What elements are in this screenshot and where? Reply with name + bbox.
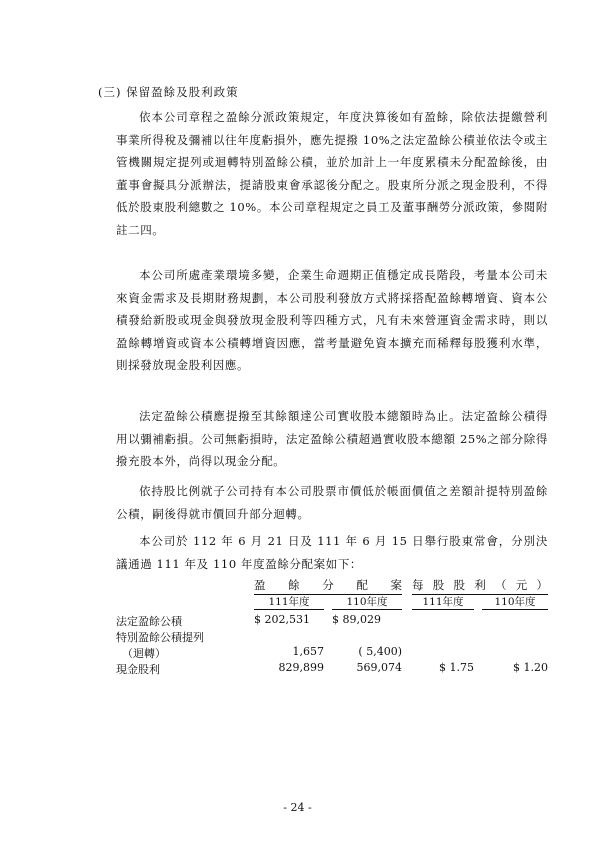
row-label: 法定盈餘公積	[116, 615, 182, 628]
row-label: 特別盈餘公積提列	[116, 631, 204, 644]
header-distribution: 盈 餘 分 配 案	[254, 577, 402, 595]
table-cell: $ 1.20	[513, 661, 548, 674]
paragraph-legal-reserve: 法定盈餘公積應提撥至其餘額達公司實收股本總額時為止。法定盈餘公積得用以彌補虧損。公司無虧損時，法定盈餘公積超過實收股本總額 25%之部分除得撥充股本外，尚得以現金分配。	[116, 409, 548, 468]
table-cell: ( 5,400)	[358, 645, 402, 658]
table-cell: $ 202,531	[254, 613, 310, 626]
year-header: 111年度	[412, 595, 474, 610]
table-cell: $ 1.75	[439, 661, 474, 674]
paragraph-special-reserve: 依持股比例就子公司持有本公司股票市價低於帳面價值之差額計提特別盈餘公積，嗣後得就市價回升部分迴轉。	[116, 484, 548, 521]
row-label: 現金股利	[116, 663, 160, 676]
row-label-continued: （迴轉）	[122, 647, 166, 660]
table-cell: 1,657	[292, 645, 324, 658]
paragraph-dividend-policy: 依本公司章程之盈餘分派政策規定，年度決算後如有盈餘，除依法提繳營利事業所得稅及彌補以往年度虧損外，應先提撥 10%之法定盈餘公積並依法令或主管機關規定提列或迴轉特別盈餘公積，並於加計上一年度累積未分配盈餘後，由董事會擬具分派辦法，提請股東會承認後分配之。股東所分派之現金股利，不得低於股東股利總數之 10%。本公司章程規定之員工及董事酬勞分派政策，參閱附註二四。	[116, 110, 548, 237]
table-cell: $ 89,029	[332, 613, 381, 626]
year-header: 110年度	[482, 595, 548, 610]
page-number: - 24 -	[283, 801, 312, 814]
section-title: (三) 保留盈餘及股利政策	[98, 85, 239, 99]
year-header: 111年度	[254, 595, 324, 610]
table-cell: 569,074	[356, 661, 402, 674]
table-cell: 829,899	[278, 661, 324, 674]
header-per-share: 每 股 股 利 （ 元 ）	[412, 577, 548, 595]
paragraph-shareholders-meeting: 本公司於 112 年 6 月 21 日及 111 年 6 月 15 日舉行股東常會，分別決議通過 111 年及 110 年度盈餘分配案如下：	[116, 534, 548, 571]
year-header: 110年度	[332, 595, 402, 610]
paragraph-industry-environment: 本公司所處產業環境多變，企業生命週期正值穩定成長階段，考量本公司未來資金需求及長期財務規劃，本公司股利發放方式將採搭配盈餘轉增資、資本公積發給新股或現金與發放現金股利等四種方式，凡有未來營運資金需求時，則以盈餘轉增資或資本公積轉增資因應，當考量避免資本擴充而稀釋每股獲利水準，則採發放現金股利因應。	[116, 268, 548, 372]
